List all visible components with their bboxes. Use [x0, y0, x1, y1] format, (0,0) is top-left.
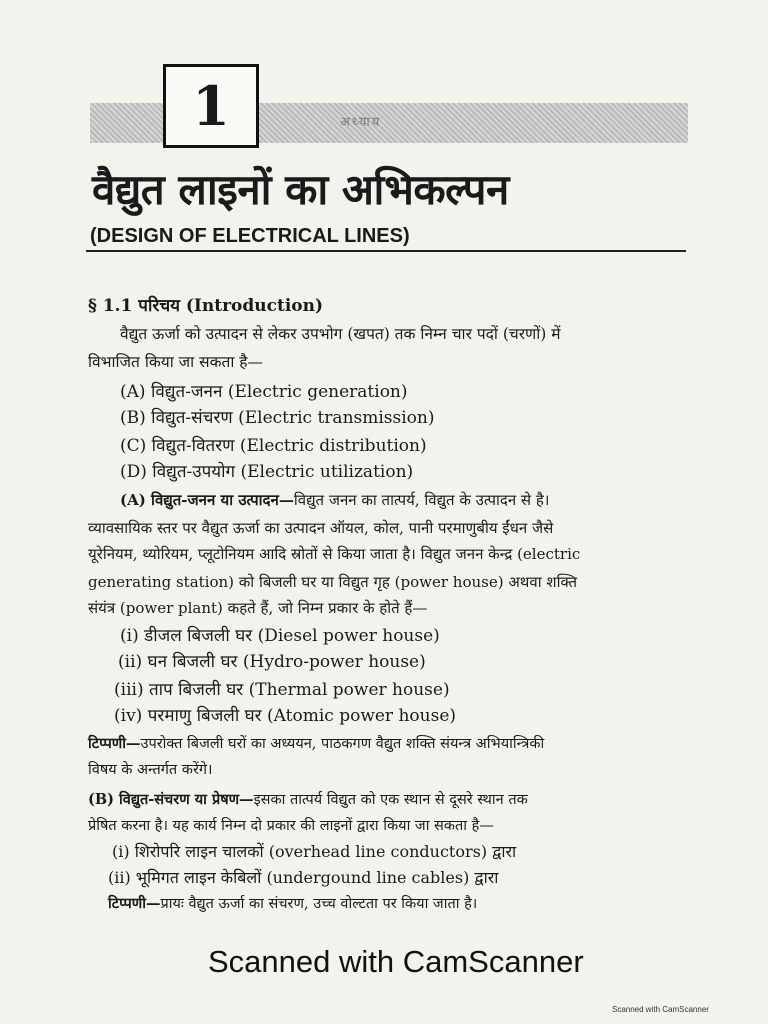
generation-heading: (A) विद्युत-जनन या उत्पादन—	[120, 491, 294, 509]
intro-line: वैद्युत ऊर्जा को उत्पादन से लेकर उपभोग (खपत) तक निम्न चार पदों (चरणों) में	[120, 325, 561, 343]
stage-item: (B) विद्युत-संचरण (Electric transmission)	[120, 408, 435, 428]
chapter-band-text: अध्याय	[340, 115, 382, 130]
chapter-title-english: (DESIGN OF ELECTRICAL LINES)	[90, 225, 410, 247]
camscanner-watermark: Scanned with CamScanner	[208, 944, 584, 979]
generation-line: संयंत्र (power plant) कहते हैं, जो निम्न प्रकार के होते हैं—	[88, 599, 428, 617]
generation-paragraph	[120, 490, 549, 510]
note-heading: टिप्पणी—	[88, 735, 141, 752]
chapter-number: 1	[192, 74, 230, 138]
chapter-number-box	[163, 64, 259, 148]
note-text: प्रायः वैद्युत ऊर्जा का संचरण, उच्च वोल्टता पर किया जाता है।	[160, 896, 478, 912]
line-type-item: (ii) भूमिगत लाइन केबिलों (undergound line cables) द्वारा	[108, 868, 499, 887]
stage-item: (D) विद्युत-उपयोग (Electric utilization)	[120, 462, 414, 482]
title-divider	[86, 250, 686, 252]
generation-line: generating station) को बिजली घर या विद्युत गृह (power house) अथवा शक्ति	[88, 573, 578, 591]
power-house-item: (ii) घन बिजली घर (Hydro-power house)	[118, 652, 426, 672]
note-paragraph	[108, 894, 477, 914]
transmission-line: प्रेषित करना है। यह कार्य निम्न दो प्रकार की लाइनों द्वारा किया जा सकता है—	[88, 818, 494, 834]
power-house-item: (iv) परमाणु बिजली घर (Atomic power house)	[114, 706, 457, 726]
power-house-item: (i) डीजल बिजली घर (Diesel power house)	[120, 626, 440, 646]
intro-line: विभाजित किया जा सकता है—	[88, 353, 264, 371]
stage-item: (A) विद्युत-जनन (Electric generation)	[120, 382, 408, 402]
transmission-heading: (B) विद्युत-संचरण या प्रेषण—	[88, 791, 254, 808]
section-heading: § 1.1 परिचय (Introduction)	[88, 296, 324, 316]
note-paragraph	[88, 734, 544, 754]
transmission-paragraph	[88, 790, 528, 810]
note-heading: टिप्पणी—	[108, 895, 161, 912]
note-text: उपरोक्त बिजली घरों का अध्ययन, पाठकगण वैद्युत शक्ति संयन्त्र अभियान्त्रिकी	[140, 736, 545, 752]
line-type-item: (i) शिरोपरि लाइन चालकों (overhead line conductors) द्वारा	[112, 842, 517, 861]
generation-text: विद्युत जनन का तात्पर्य, विद्युत के उत्पादन से है।	[293, 491, 550, 509]
generation-line: यूरेनियम, थ्योरियम, प्लूटोनियम आदि स्रोतों से किया जाता है। विद्युत जनन केन्द्र (electric	[88, 545, 581, 563]
chapter-title-hindi: वैद्युत लाइनों का अभिकल्पन	[92, 165, 509, 214]
generation-line: व्यावसायिक स्तर पर वैद्युत ऊर्जा का उत्पादन ऑयल, कोल, पानी परमाणुबीय ईंधन जैसे	[88, 519, 554, 537]
stage-item: (C) विद्युत-वितरण (Electric distribution)	[120, 436, 427, 456]
transmission-text: इसका तात्पर्य विद्युत को एक स्थान से दूसरे स्थान तक	[253, 792, 528, 808]
power-house-item: (iii) ताप बिजली घर (Thermal power house)	[114, 680, 450, 700]
note-line: विषय के अन्तर्गत करेंगे।	[88, 762, 213, 778]
camscanner-watermark-small: Scanned with CamScanner	[612, 1005, 709, 1014]
